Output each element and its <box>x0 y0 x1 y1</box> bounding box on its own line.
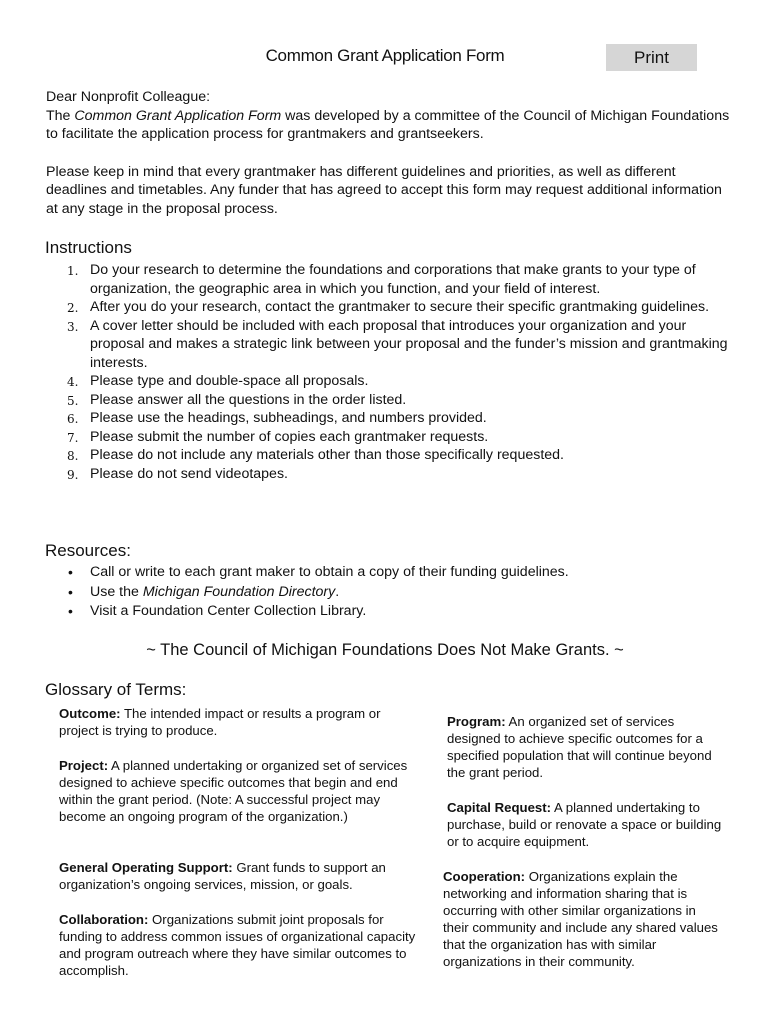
instructions-list <box>67 261 730 483</box>
item-text: A cover letter should be included with each proposal that introduces your organization and your proposal and makes a strategic link between your proposal and the funder’s mission and grantmaking interests. <box>90 317 728 371</box>
resource-suffix: . <box>335 583 340 600</box>
list-item <box>67 428 730 447</box>
glossary-definition: An organized set of services designed to achieve specific outcomes for a specified population that will continue beyond the grant period. <box>447 714 712 780</box>
list-item <box>90 602 730 622</box>
item-text: After you do your research, contact the grantmaker to secure their specific grantmaking guidelines. <box>90 299 710 315</box>
intro-rest: was developed by a committee of the Council of Michigan Foundations to facilitate the application process for grantmakers and grantseekers. <box>46 107 730 142</box>
resource-text: Visit a Foundation Center Collection Library. <box>90 603 367 619</box>
page-title: Common Grant Application Form <box>265 46 505 65</box>
item-text: Do your research to determine the foundations and corporations that make grants to your type of organization, the geographic area in which you function, and your field of interest. <box>90 262 696 297</box>
list-item <box>90 563 730 583</box>
intro-section <box>46 88 736 218</box>
glossary-term: Collaboration: <box>59 912 149 927</box>
resources-heading: Resources: <box>45 541 131 560</box>
notice-banner: ~ The Council of Michigan Foundations Does Not Make Grants. ~ <box>146 641 624 659</box>
resource-prefix: Use the <box>90 583 143 600</box>
item-text: Please use the headings, subheadings, and numbers provided. <box>90 410 487 426</box>
list-item <box>67 317 730 373</box>
list-item <box>67 298 730 317</box>
glossary-term: Program: <box>447 714 506 729</box>
glossary-definition: The intended impact or results a program or project is trying to produce. <box>59 706 381 738</box>
item-number: 8. <box>67 449 79 463</box>
list-item <box>67 446 730 465</box>
item-number: 3. <box>67 319 79 334</box>
print-button[interactable]: Print <box>606 44 697 71</box>
glossary-entry-cooperation <box>443 868 725 970</box>
glossary-term: Capital Request: <box>447 800 552 815</box>
glossary-entry-outcome <box>59 705 419 739</box>
list-item <box>67 261 730 298</box>
glossary-definition: A planned undertaking or organized set of services designed to achieve specific outcomes that begin and end within the grant period. (Note: A successful project may become an ongoing program of the organization.) <box>59 758 408 824</box>
item-number: 5. <box>67 393 79 408</box>
glossary-entry-program <box>447 713 725 781</box>
list-item <box>67 372 730 391</box>
item-text: Please do not include any materials other than those specifically requested. <box>90 447 564 463</box>
item-number: 9. <box>67 467 79 482</box>
glossary-term: Project: <box>59 758 109 773</box>
instructions-heading: Instructions <box>45 238 132 257</box>
glossary-definition: A planned undertaking to purchase, build or renovate a space or building or to acquire equipment. <box>447 800 722 849</box>
intro-paragraph-2: Please keep in mind that every grantmaker has different guidelines and priorities, as well as different deadlines and timetables. Any funder that has agreed to accept this form may request additional information at any stage in the proposal process. <box>46 163 722 217</box>
item-number: 2. <box>67 301 79 315</box>
item-text: Please answer all the questions in the order listed. <box>90 391 407 408</box>
list-item <box>67 391 730 410</box>
directory-title: Michigan Foundation Directory <box>142 583 336 600</box>
glossary-term: Cooperation: <box>443 869 526 884</box>
form-name: Common Grant Application Form <box>74 107 282 124</box>
resource-text: Call or write to each grant maker to obtain a copy of their funding guidelines. <box>90 564 569 580</box>
glossary-definition: Organizations explain the networking and information sharing that is occurring with other similar organizations in their community and include any shared values that the organization has with similar organizations in their community. <box>443 869 718 969</box>
item-text: Please submit the number of copies each grantmaker requests. <box>90 428 489 445</box>
intro-prefix: The <box>46 107 75 124</box>
list-item <box>67 465 730 484</box>
glossary-entry-capital-request <box>447 799 725 850</box>
glossary-entry-general-operating-support <box>59 859 419 893</box>
glossary-definition: Grant funds to support an organization’s ongoing services, mission, or goals. <box>59 860 386 892</box>
item-number: 7. <box>67 430 79 445</box>
glossary-term: General Operating Support: <box>59 860 233 875</box>
glossary-entry-collaboration <box>59 911 419 979</box>
glossary-heading: Glossary of Terms: <box>45 680 187 699</box>
glossary-definition: Organizations submit joint proposals for funding to address common issues of organizational capacity and program outreach where they have similar outcomes to accomplish. <box>59 912 416 978</box>
glossary-term: Outcome: <box>59 706 121 721</box>
resources-list <box>90 563 730 622</box>
item-text: Please do not send videotapes. <box>90 465 288 482</box>
glossary-entry-project <box>59 757 419 825</box>
list-item <box>67 409 730 428</box>
item-text: Please type and double-space all proposals. <box>90 373 369 389</box>
salutation-text: Dear Nonprofit Colleague: <box>46 89 211 105</box>
list-item <box>90 583 730 603</box>
salutation <box>46 88 736 144</box>
item-number: 1. <box>67 264 79 278</box>
item-number: 6. <box>67 412 79 426</box>
item-number: 4. <box>67 375 79 389</box>
